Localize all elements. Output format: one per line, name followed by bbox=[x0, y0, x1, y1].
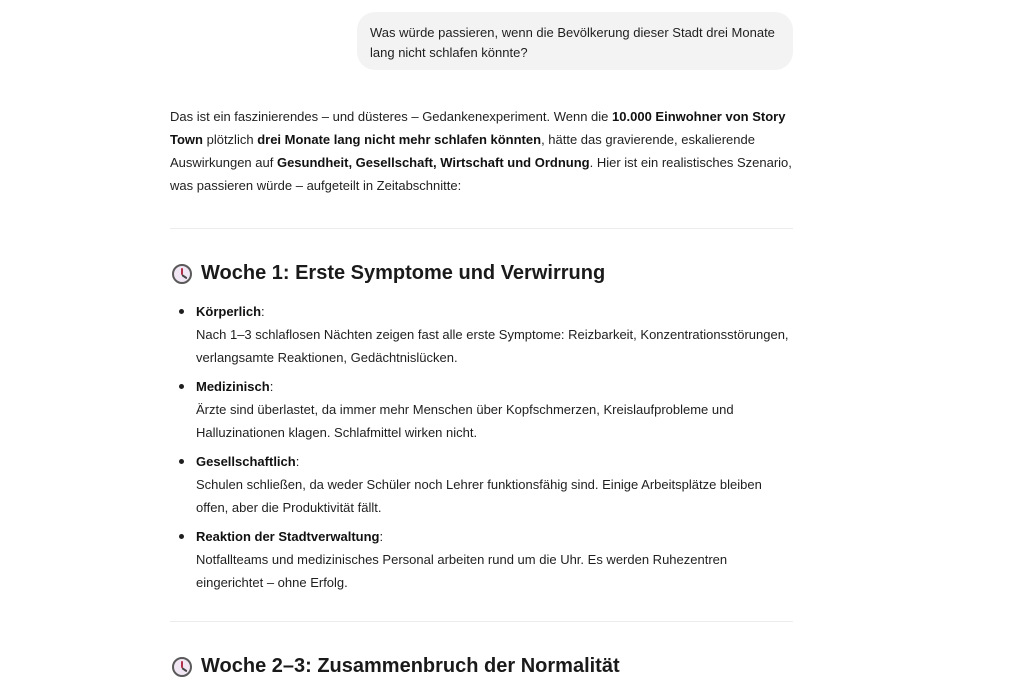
list-item: Gesellschaftlich: Schulen schließen, da weder Schüler noch Lehrer funktionsfähig sind. Einige Arbeitsplätze bleiben offen, aber die Produktivität fällt. bbox=[170, 450, 795, 519]
list-item: Medizinisch: Ärzte sind überlastet, da immer mehr Menschen über Kopfschmerzen, Kreislaufprobleme und Halluzinationen klagen. Schlafmittel wirken nicht. bbox=[170, 375, 795, 444]
section-divider bbox=[170, 621, 793, 622]
clock-icon bbox=[172, 657, 192, 677]
section-divider bbox=[170, 228, 793, 229]
section-heading-text: Woche 2–3: Zusammenbruch der Normalität bbox=[201, 655, 620, 677]
section-heading-week-2-3 bbox=[172, 655, 620, 678]
list-item-title: Reaktion der Stadtverwaltung bbox=[196, 529, 380, 544]
assistant-answer bbox=[170, 105, 795, 197]
intro-text-4: . Hier ist ein realistisches Szenario, was passieren würde – aufgeteilt in Zeitabschnitte: bbox=[170, 155, 792, 193]
week-1-list bbox=[170, 300, 795, 600]
section-heading-text: Woche 1: Erste Symptome und Verwirrung bbox=[201, 262, 606, 284]
intro-paragraph bbox=[170, 105, 795, 197]
list-item-text: Nach 1–3 schlaflosen Nächten zeigen fast alle erste Symptome: Reizbarkeit, Konzentrationsstörungen, verlangsamte Reaktionen, Gedächtnislücken. bbox=[196, 327, 789, 365]
list-item-title: Medizinisch bbox=[196, 379, 270, 394]
intro-bold-2: drei Monate lang nicht mehr schlafen könnten bbox=[257, 132, 542, 147]
list-item: Körperlich: Nach 1–3 schlaflosen Nächten zeigen fast alle erste Symptome: Reizbarkeit, Konzentrationsstörungen, verlangsamte Reaktionen, Gedächtnislücken. bbox=[170, 300, 795, 369]
list-item-text: Notfallteams und medizinisches Personal arbeiten rund um die Uhr. Es werden Ruhezentren eingerichtet – ohne Erfolg. bbox=[196, 552, 728, 590]
user-message-text: Was würde passieren, wenn die Bevölkerung dieser Stadt drei Monate lang nicht schlafen könnte? bbox=[370, 25, 775, 60]
list-item-title: Körperlich bbox=[196, 304, 262, 319]
intro-text-3: , hätte das gravierende, eskalierende Auswirkungen auf bbox=[170, 132, 755, 170]
user-message-bubble bbox=[357, 12, 793, 70]
intro-bold-3: Gesundheit, Gesellschaft, Wirtschaft und Ordnung bbox=[276, 155, 590, 170]
list-item-text: Ärzte sind überlastet, da immer mehr Menschen über Kopfschmerzen, Kreislaufprobleme und Halluzinationen klagen. Schlafmittel wirken nicht. bbox=[196, 402, 734, 440]
intro-bold-1: 10.000 Einwohner von Story Town bbox=[170, 109, 786, 147]
intro-text-2: plötzlich bbox=[202, 132, 258, 147]
list-item-title: Gesellschaftlich bbox=[196, 454, 296, 469]
list-item: Reaktion der Stadtverwaltung: Notfallteams und medizinisches Personal arbeiten rund um die Uhr. Es werden Ruhezentren eingerichtet – ohne Erfolg. bbox=[170, 525, 795, 594]
list-item-text: Schulen schließen, da weder Schüler noch Lehrer funktionsfähig sind. Einige Arbeitsplätze bleiben offen, aber die Produktivität fällt. bbox=[196, 477, 762, 515]
section-heading-week-1 bbox=[172, 262, 605, 285]
clock-icon bbox=[172, 264, 192, 284]
intro-text-1: Das ist ein faszinierendes – und düsteres – Gedankenexperiment. Wenn die bbox=[170, 109, 613, 124]
